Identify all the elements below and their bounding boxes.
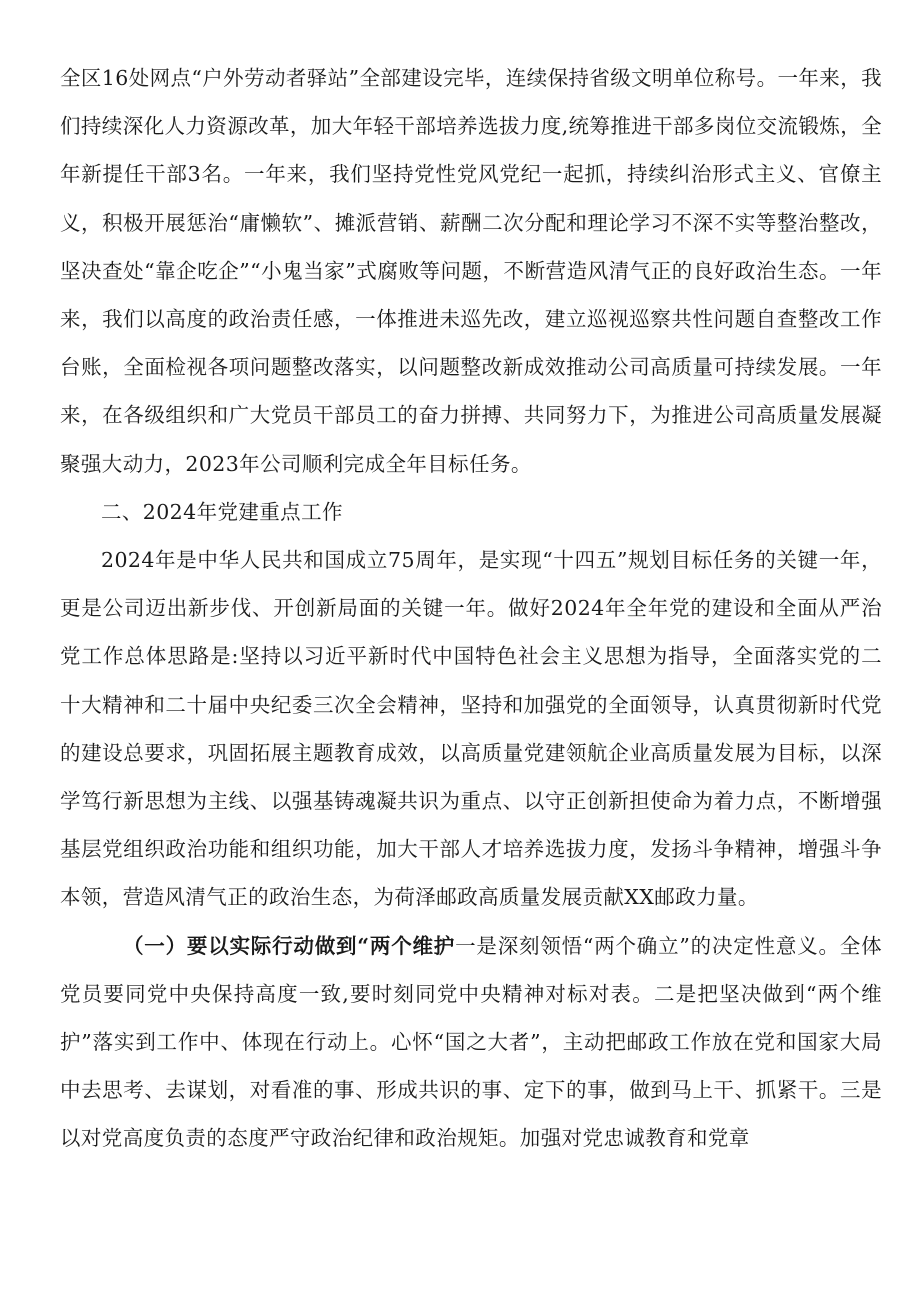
- subsection-title: （一）要以实际行动做到“两个维护: [123, 933, 456, 958]
- document-page: [60, 54, 882, 1163]
- section-heading-2024: 二、2024年党建重点工作: [101, 499, 343, 524]
- subsection-body: 一是深刻领悟“两个确立”的决定性意义。全体党员要同党中央保持高度一致,要时刻同党中央精神对标对表。二是把坚决做到“两个维护”落实到工作中、体现在行动上。心怀“国之大者”，主动把邮政工作放在党和国家大局中去思考、去谋划，对看准的事、形成共识的事、定下的事，做到马上干、抓紧干。三是以对党高度负责的态度严守政治纪律和政治规矩。加强对党忠诚教育和党章: [60, 933, 882, 1151]
- paragraph-achievements: 全区16处网点“户外劳动者驿站”全部建设完毕，连续保持省级文明单位称号。一年来，我们持续深化人力资源改革，加大年轻干部培养选拔力度,统筹推进干部多岗位交流锻炼，全年新提任干部3名。一年来，我们坚持党性党风党纪一起抓，持续纠治形式主义、官僚主义，积极开展惩治“庸懒软”、摊派营销、薪酬二次分配和理论学习不深不实等整治整改，坚决查处“靠企吃企”“小鬼当家”式腐败等问题，不断营造风清气正的良好政治生态。一年来，我们以高度的政治责任感，一体推进未巡先改，建立巡视巡察共性问题自查整改工作台账，全面检视各项问题整改落实，以问题整改新成效推动公司高质量可持续发展。一年来，在各级组织和广大党员干部员工的奋力拼搏、共同努力下，为推进公司高质量发展凝聚强大动力，2023年公司顺利完成全年目标任务。: [60, 66, 883, 476]
- paragraph-2024-overview: 2024年是中华人民共和国成立75周年，是实现“十四五”规划目标任务的关键一年，更是公司迈出新步伐、开创新局面的关键一年。做好2024年全年党的建设和全面从严治党工作总体思路是:坚持以习近平新时代中国特色社会主义思想为指导，全面落实党的二十大精神和二十届中央纪委三次全会精神，坚持和加强党的全面领导，认真贯彻新时代党的建设总要求，巩固拓展主题教育成效，以高质量党建领航企业高质量发展为目标，以深学笃行新思想为主线、以强基铸魂凝共识为重点、以守正创新担使命为着力点，不断增强基层党组织政治功能和组织功能，加大干部人才培养选拔力度，发扬斗争精神，增强斗争本领，营造风清气正的政治生态，为荷泽邮政高质量发展贡献XX邮政力量。: [60, 548, 882, 910]
- paragraph-two-safeguards: [60, 922, 882, 1163]
